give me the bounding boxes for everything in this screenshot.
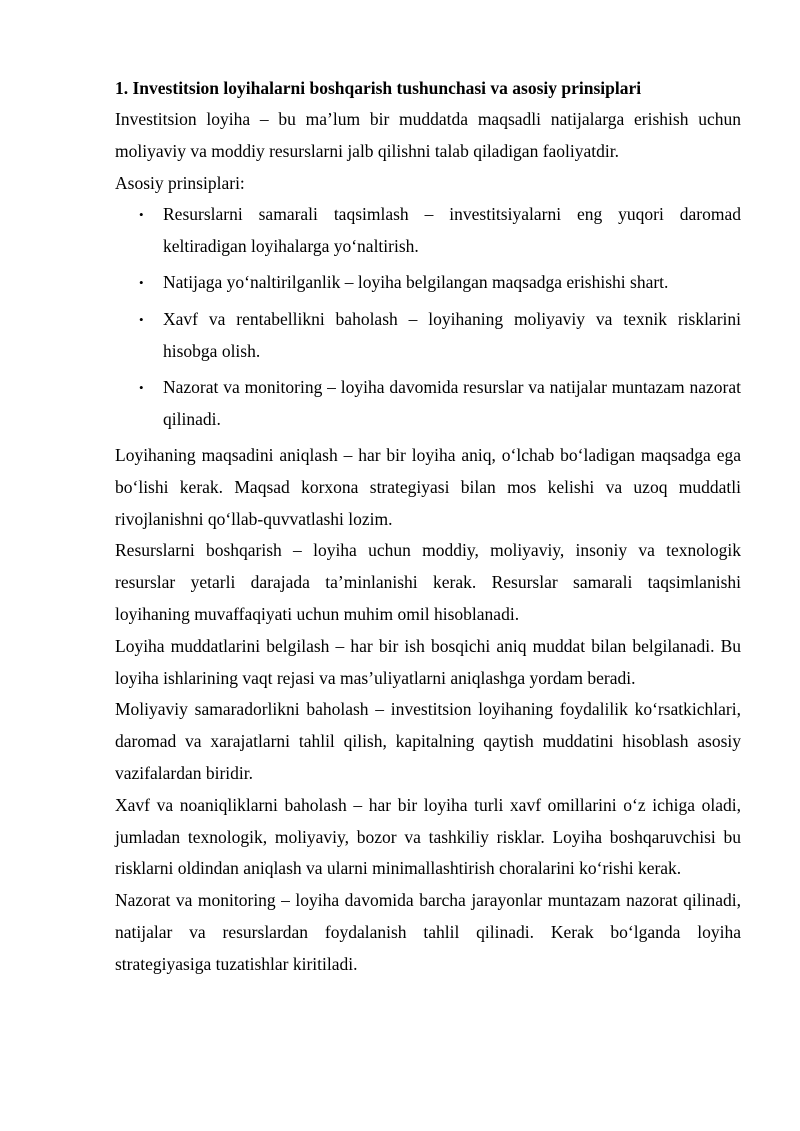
list-item-text: Natijaga yo‘naltirilganlik – loyiha belgilangan maqsadga erishishi shart. <box>163 272 669 293</box>
document-page <box>115 72 741 981</box>
list-item-text: Resurslarni samarali taqsimlash – investitsiyalarni eng yuqori daromad keltiradigan loyihalarga yo‘naltirish. <box>163 204 741 257</box>
list-item-text: Xavf va rentabellikni baholash – loyihaning moliyaviy va texnik risklarini hisobga olish. <box>163 308 741 361</box>
bullet-icon: • <box>139 311 144 327</box>
principles-label: Asosiy prinsiplari: <box>115 172 245 193</box>
list-item-text: Nazorat va monitoring – loyiha davomida resurslar va natijalar muntazam nazorat qilinadi. <box>163 376 741 429</box>
bullet-icon: • <box>139 379 144 395</box>
paragraph-monitoring: Nazorat va monitoring – loyiha davomida barcha jarayonlar muntazam nazorat qilinadi, natijalar va resurslardan foydalanish tahlil qilinadi. Kerak bo‘lganda loyiha strategiyasiga tuzatishlar kiritiladi. <box>115 890 741 974</box>
section-heading: 1. Investitsion loyihalarni boshqarish tushunchasi va asosiy prinsiplari <box>115 78 642 98</box>
paragraph-financial-efficiency: Moliyaviy samaradorlikni baholash – investitsion loyihaning foydalilik ko‘rsatkichlari, daromad va xarajatlarni tahlil qilish, kapitalning qaytish muddatini hisoblash asosiy vazifalardan biridir. <box>115 699 741 783</box>
intro-paragraph: Investitsion loyiha – bu ma’lum bir muddatda maqsadli natijalarga erishish uchun moliyaviy va moddiy resurslarni jalb qilishni talab qiladigan faoliyatdir. <box>115 109 741 161</box>
bullet-icon: • <box>139 275 144 291</box>
list-item <box>115 372 741 436</box>
list-item <box>115 267 741 299</box>
paragraph-deadlines: Loyiha muddatlarini belgilash – har bir ish bosqichi aniq muddat bilan belgilanadi. Bu loyiha ishlarining vaqt rejasi va mas’uliyatlarni aniqlashga yordam beradi. <box>115 635 741 688</box>
paragraph-risks: Xavf va noaniqliklarni baholash – har bir loyiha turli xavf omillarini o‘z ichiga oladi, jumladan texnologik, moliyaviy, bozor va tashkiliy risklar. Loyiha boshqaruvchisi bu risklarni oldindan aniqlash va ularni minimallashtirish choralarini ko‘rishi kerak. <box>115 794 741 879</box>
list-item <box>115 199 741 263</box>
principles-list <box>115 199 741 435</box>
paragraph-goal: Loyihaning maqsadini aniqlash – har bir loyiha aniq, o‘lchab bo‘ladigan maqsadga ega bo‘lishi kerak. Maqsad korxona strategiyasi bilan mos kelishi va uzoq muddatli rivojlanishni qo‘llab-quvvatlashi lozim. <box>115 444 741 529</box>
list-item <box>115 304 741 368</box>
bullet-icon: • <box>139 207 144 223</box>
paragraph-resources: Resurslarni boshqarish – loyiha uchun moddiy, moliyaviy, insoniy va texnologik resurslar yetarli darajada ta’minlanishi kerak. Resurslar samarali taqsimlanishi loyihaning muvaffaqiyati uchun muhim omil hisoblanadi. <box>115 540 741 624</box>
